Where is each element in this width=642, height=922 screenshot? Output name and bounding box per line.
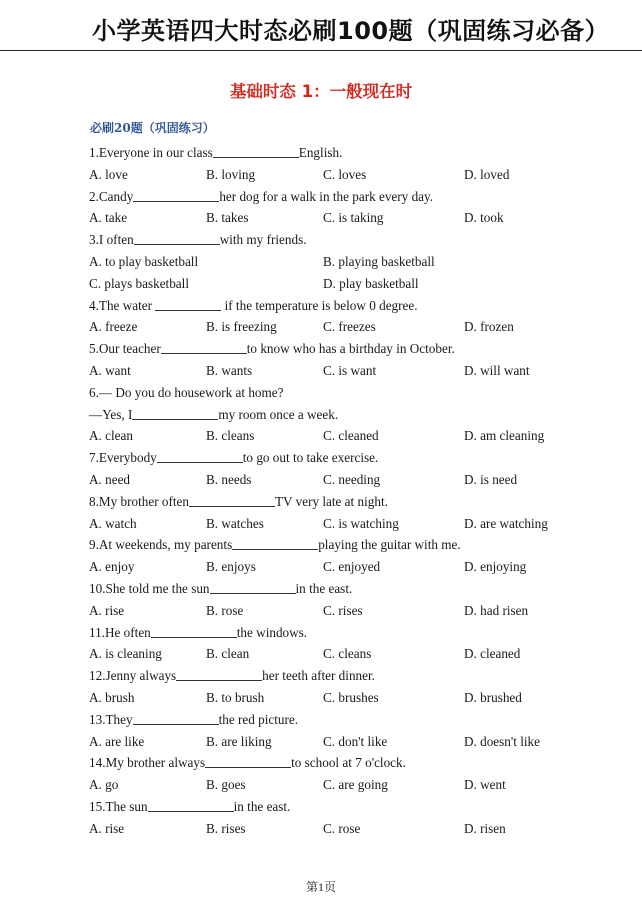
option-a[interactable]: A. are like (89, 733, 145, 749)
option-c[interactable]: C. don't like (323, 733, 388, 749)
answer-blank[interactable] (161, 340, 247, 354)
question-stem (89, 142, 589, 164)
option-c[interactable]: C. rose (323, 820, 361, 836)
option-row (89, 731, 589, 753)
stem-text: 4.The water (89, 297, 156, 313)
option-b[interactable]: B. clean (206, 646, 250, 662)
stem-text: in the east. (295, 580, 353, 596)
stem-text: TV very late at night. (274, 493, 388, 509)
stem-text: 11.He often (89, 624, 151, 640)
option-b[interactable]: B. enjoys (206, 559, 256, 575)
stem-text: 12.Jenny always (89, 668, 177, 684)
stem-text: 1.Everyone in our class (89, 145, 213, 160)
option-d[interactable]: D. frozen (464, 319, 514, 335)
option-b[interactable]: B. watches (206, 515, 264, 531)
section-subtitle: 必刷20题（巩固练习） (90, 121, 215, 135)
option-c[interactable]: C. freezes (323, 319, 376, 335)
answer-blank[interactable] (133, 188, 219, 202)
answer-blank[interactable] (155, 297, 221, 311)
option-row (89, 600, 589, 622)
stem-text: English. (298, 145, 343, 160)
option-row (89, 316, 589, 338)
option-a[interactable]: A. enjoy (89, 559, 135, 575)
stem-text: 7.Everybody (89, 450, 157, 466)
stem-text: 9.At weekends, my parents (89, 537, 233, 553)
option-a[interactable]: A. go (89, 777, 119, 793)
stem-text: to know who has a birthday in October. (246, 341, 455, 357)
question-list (89, 142, 589, 840)
answer-blank[interactable] (232, 536, 318, 550)
stem-text: 8.My brother often (89, 493, 189, 509)
question-stem (89, 404, 589, 426)
option-c[interactable]: C. is watching (323, 515, 399, 531)
question-stem (89, 534, 589, 556)
option-d[interactable]: D. enjoying (464, 559, 527, 575)
option-a[interactable]: A. need (89, 471, 131, 487)
question-stem (89, 447, 589, 469)
question-stem (89, 382, 589, 404)
stem-text: 3.I often (89, 232, 134, 248)
answer-blank[interactable] (134, 231, 220, 245)
option-row (89, 425, 589, 447)
option-c[interactable]: C. cleans (323, 646, 372, 662)
question-stem (89, 796, 589, 818)
option-a[interactable]: A. brush (89, 689, 135, 705)
stem-text: in the east. (233, 798, 291, 814)
option-d[interactable]: D. loved (464, 166, 510, 182)
option-row (89, 643, 589, 665)
stem-text: 13.They (89, 711, 133, 727)
option-b[interactable]: B. takes (206, 210, 249, 226)
stem-text: if the temperature is below 0 degree. (221, 297, 418, 313)
option-d[interactable]: D. went (464, 777, 506, 793)
option-row (89, 513, 589, 535)
page-header (0, 0, 642, 51)
option-c[interactable]: C. loves (323, 166, 367, 182)
option-d[interactable]: D. am cleaning (464, 428, 545, 444)
option-b[interactable]: B. are liking (206, 733, 272, 749)
stem-text: 5.Our teacher (89, 341, 161, 357)
answer-blank[interactable] (176, 667, 262, 681)
option-d[interactable]: D. is need (464, 471, 518, 487)
question-stem (89, 338, 589, 360)
question-stem (89, 622, 589, 644)
option-b[interactable]: B. rose (206, 602, 244, 618)
stem-text: to school at 7 o'clock. (291, 755, 406, 771)
stem-text: 10.She told me the sun (89, 580, 210, 596)
option-b[interactable]: B. is freezing (206, 319, 277, 335)
stem-text: 2.Candy (89, 188, 134, 204)
option-c[interactable]: C. enjoyed (323, 559, 381, 575)
question-stem (89, 186, 589, 208)
answer-blank[interactable] (132, 406, 218, 420)
option-a[interactable]: A. want (89, 362, 131, 378)
option-d[interactable]: D. doesn't like (464, 733, 540, 749)
option-row (89, 469, 589, 491)
option-c[interactable]: C. rises (323, 602, 363, 618)
option-b[interactable]: B. wants (206, 362, 253, 378)
option-a[interactable]: A. rise (89, 820, 125, 836)
page-number: 第1页 (305, 880, 336, 894)
option-row (89, 687, 589, 709)
option-row (89, 273, 589, 295)
option-b[interactable]: B. to brush (206, 689, 265, 705)
option-a[interactable]: A. watch (89, 515, 137, 531)
option-b[interactable]: B. goes (206, 777, 246, 793)
stem-text: 15.The sun (89, 798, 148, 814)
option-c[interactable]: C. needing (323, 471, 381, 487)
option-row (89, 818, 589, 840)
option-a[interactable]: A. clean (89, 428, 133, 444)
option-row (89, 360, 589, 382)
option-b[interactable]: B. needs (206, 471, 252, 487)
option-b[interactable]: B. rises (206, 820, 246, 836)
stem-text: my room once a week. (218, 406, 339, 422)
question-stem (89, 491, 589, 513)
answer-blank[interactable] (148, 798, 234, 812)
question-stem (89, 665, 589, 687)
answer-blank[interactable] (205, 754, 291, 768)
option-a[interactable]: A. rise (89, 602, 125, 618)
answer-blank[interactable] (213, 144, 299, 158)
option-d[interactable]: D. brushed (464, 689, 522, 705)
question-stem (89, 709, 589, 731)
option-a[interactable]: A. love (89, 166, 128, 182)
option-a[interactable]: A. take (89, 210, 128, 226)
option-d[interactable]: D. are watching (464, 515, 548, 531)
option-row (89, 556, 589, 578)
option-d[interactable]: D. had risen (464, 602, 529, 618)
question-stem (89, 229, 589, 251)
option-d[interactable]: D. play basketball (323, 275, 419, 291)
question-stem (89, 752, 589, 774)
option-row (89, 774, 589, 796)
option-c[interactable]: C. cleaned (323, 428, 379, 444)
stem-text: with my friends. (219, 232, 307, 248)
option-b[interactable]: B. playing basketball (323, 253, 435, 269)
option-d[interactable]: D. cleaned (464, 646, 521, 662)
option-row (89, 251, 589, 273)
stem-text: —Yes, I (89, 406, 133, 422)
option-c[interactable]: C. plays basketball (89, 275, 189, 291)
option-b[interactable]: B. cleans (206, 428, 255, 444)
stem-text: her teeth after dinner. (262, 668, 375, 684)
stem-text: her dog for a walk in the park every day. (219, 188, 434, 204)
answer-blank[interactable] (189, 493, 275, 507)
answer-blank[interactable] (210, 580, 296, 594)
option-d[interactable]: D. took (464, 210, 504, 226)
option-row (89, 207, 589, 229)
question-stem (89, 578, 589, 600)
option-c[interactable]: C. brushes (323, 689, 379, 705)
option-c[interactable]: C. are going (323, 777, 388, 793)
answer-blank[interactable] (133, 711, 219, 725)
option-c[interactable]: C. is want (323, 362, 377, 378)
question-stem (89, 295, 589, 317)
answer-blank[interactable] (151, 624, 237, 638)
stem-text: the red picture. (218, 711, 299, 727)
stem-text: playing the guitar with me. (318, 537, 461, 553)
document-title: 小学英语四大时态必刷100题（巩固练习必备） (92, 17, 610, 45)
option-d[interactable]: D. will want (464, 362, 530, 378)
option-a[interactable]: A. freeze (89, 319, 138, 335)
option-b[interactable]: B. loving (206, 166, 256, 182)
stem-text: the windows. (236, 624, 308, 640)
option-a[interactable]: A. is cleaning (89, 646, 162, 662)
answer-blank[interactable] (157, 449, 243, 463)
section-title: 基础时态 1：一般现在时 (229, 82, 413, 101)
option-row (89, 164, 589, 186)
option-c[interactable]: C. is taking (323, 210, 384, 226)
stem-text: to go out to take exercise. (242, 450, 379, 466)
stem-text: 14.My brother always (89, 755, 206, 771)
option-d[interactable]: D. risen (464, 820, 506, 836)
stem-text: 6.— Do you do housework at home? (89, 384, 284, 400)
option-a[interactable]: A. to play basketball (89, 253, 199, 269)
